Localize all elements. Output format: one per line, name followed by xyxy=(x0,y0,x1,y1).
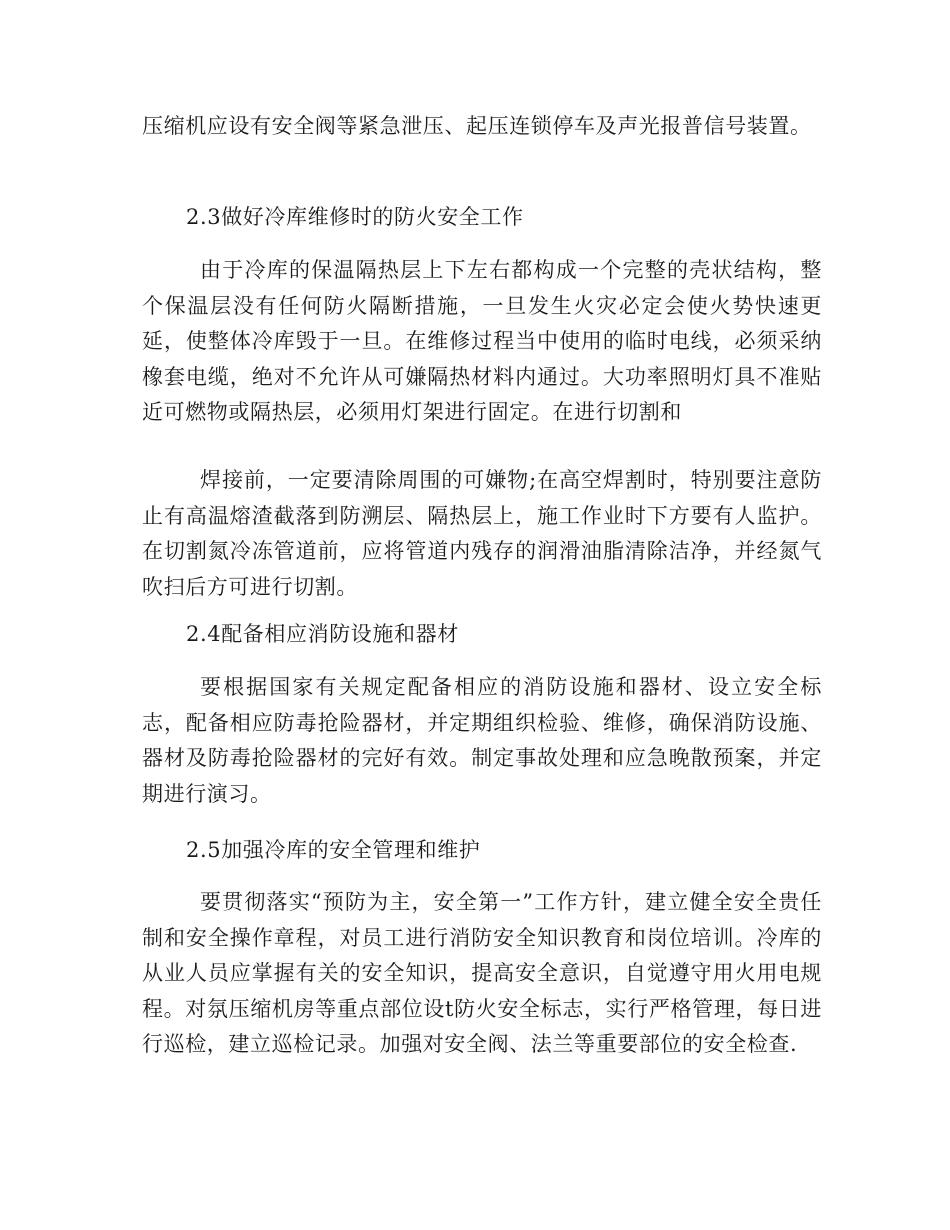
paragraph-welding: 焊接前，一定要清除周围的可嫌物;在高空焊割时，特别要注意防止有高温熔渣截落到防溯层、隔热层上，施工作业时下方要有人监护。在切割氮冷冻管道前，应将管道内残存的润滑油脂清除洁净，并经氮气吹扫后方可进行切割。 xyxy=(142,468,822,599)
paragraph-fire-equipment: 要根据国家有关规定配备相应的消防设施和器材、设立安全标志，配备相应防毒抢险器材，并定期组织检验、维修，确保消防设施、器材及防毒抢险器材的完好有效。制定事故处理和应急晚散预案，并定期进行演习。 xyxy=(142,675,822,806)
section-heading-2-3: 2.3做好冷库维修时的防火安全工作 xyxy=(186,205,524,229)
paragraph-compressor: 压缩机应设有安全阀等紧急泄压、起压连锁停车及声光报普信号装置。 xyxy=(142,114,812,138)
paragraph-safety-management: 要贯彻落实“预防为主，安全第一”工作方针，建立健全安全贵任制和安全操作章程，对员工进行消防安全知识教育和岗位培训。冷库的从业人员应掌握有关的安全知识，提高安全意识，自觉遵守用火用电规程。对氛压缩机房等重点部位设t防火安全标志，实行严格管理，每日进行巡检，建立巡检记录。加强对安全阀、法兰等重要部位的安全检查. xyxy=(142,890,822,1056)
section-heading-2-5: 2.5加强冷库的安全管理和维护 xyxy=(186,838,481,862)
section-heading-2-4: 2.4配备相应消防设施和器材 xyxy=(186,622,459,646)
paragraph-insulation-fire: 由于冷库的保温隔热层上下左右都构成一个完整的壳状结构，整个保温层没有任何防火隔断措施，一旦发生火灾必定会使火势快速更延，使整体冷库毁于一旦。在维修过程当中使用的临时电线，必须采纳橡套电缆，绝对不允许从可嫌隔热材料内通过。大功率照明灯具不准贴近可燃物或隔热层，必须用灯架进行固定。在进行切割和 xyxy=(142,258,822,424)
